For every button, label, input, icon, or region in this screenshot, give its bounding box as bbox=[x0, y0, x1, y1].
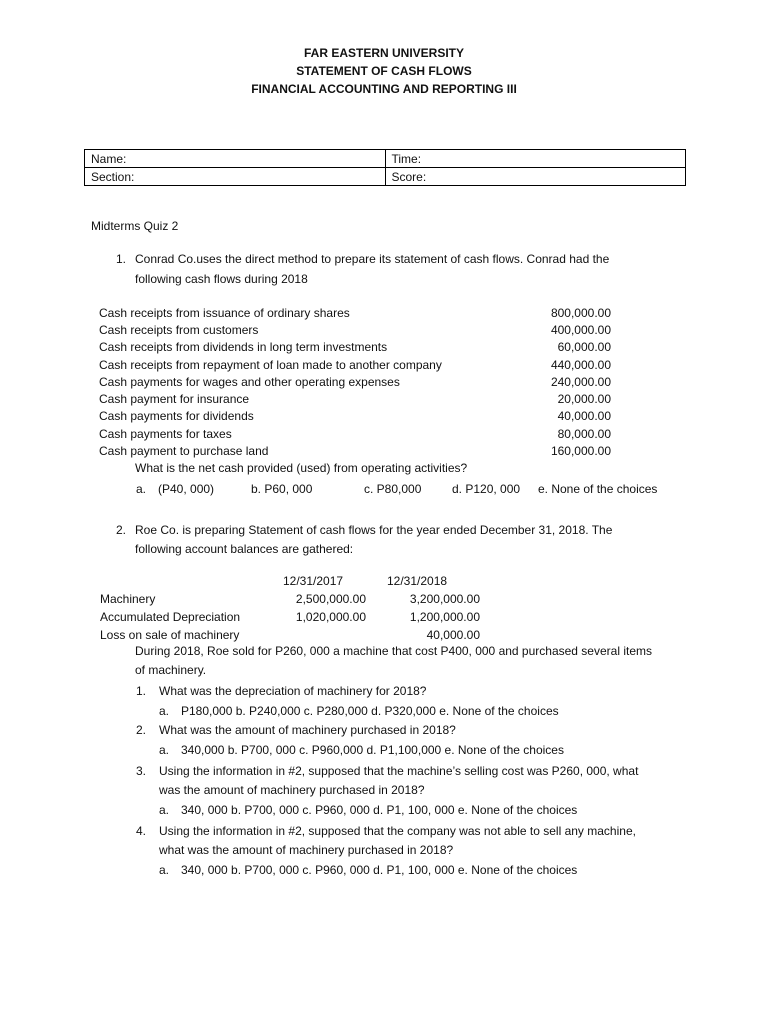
item-label: Cash payments for dividends bbox=[99, 409, 254, 423]
q1-question: What is the net cash provided (used) from operating activities? bbox=[135, 461, 468, 475]
document-header bbox=[0, 44, 768, 98]
q1-text-line2: following cash flows during 2018 bbox=[135, 272, 308, 286]
q2-text-line1: Roe Co. is preparing Statement of cash flows for the year ended December 31, 2018. The bbox=[135, 523, 613, 537]
list-item bbox=[99, 339, 611, 356]
student-info-table bbox=[84, 149, 686, 186]
list-item bbox=[99, 322, 611, 339]
subq-choices: 340,000 b. P700, 000 c. P960,000 d. P1,100,000 e. None of the choices bbox=[181, 743, 564, 757]
subq-choice-letter: a. bbox=[159, 803, 170, 817]
time-cell: Time: bbox=[385, 150, 686, 168]
subq-number: 3. bbox=[136, 764, 147, 778]
choice-a-letter: a. bbox=[136, 482, 147, 496]
q1-number: 1. bbox=[116, 252, 127, 266]
list-item bbox=[99, 443, 611, 460]
list-item bbox=[99, 357, 611, 374]
balance-2017: 2,500,000.00 bbox=[295, 592, 366, 606]
column-header-2017: 12/31/2017 bbox=[283, 574, 344, 588]
choice-b: b. P60, 000 bbox=[251, 482, 313, 496]
list-item bbox=[99, 374, 611, 391]
item-amount: 160,000.00 bbox=[550, 444, 611, 458]
table-row bbox=[100, 608, 480, 626]
list-item bbox=[99, 305, 611, 322]
item-label: Cash payment to purchase land bbox=[99, 444, 269, 458]
subq-number: 2. bbox=[136, 723, 147, 737]
subq-choice-letter: a. bbox=[159, 743, 170, 757]
subq-choice-letter: a. bbox=[159, 863, 170, 877]
course-title: FINANCIAL ACCOUNTING AND REPORTING III bbox=[251, 82, 517, 96]
table-row bbox=[100, 590, 480, 608]
item-label: Cash receipts from issuance of ordinary shares bbox=[99, 306, 350, 320]
item-label: Cash receipts from repayment of loan made to another company bbox=[99, 358, 442, 372]
q2-text-line2: following account balances are gathered: bbox=[135, 542, 354, 556]
university-name: FAR EASTERN UNIVERSITY bbox=[303, 46, 465, 60]
subq-choices: 340, 000 b. P700, 000 c. P960, 000 d. P1, 100, 000 e. None of the choices bbox=[181, 863, 578, 877]
q1-text-line1: Conrad Co.uses the direct method to prepare its statement of cash flows. Conrad had the bbox=[135, 252, 610, 266]
list-item bbox=[99, 408, 611, 425]
subq-text: Using the information in #2, supposed that the company was not able to sell any machine, bbox=[159, 824, 636, 838]
item-amount: 800,000.00 bbox=[550, 306, 611, 320]
balance-label: Loss on sale of machinery bbox=[100, 628, 240, 642]
item-amount: 440,000.00 bbox=[550, 358, 611, 372]
column-header-2018: 12/31/2018 bbox=[387, 574, 448, 588]
list-item bbox=[99, 426, 611, 443]
balance-2018: 1,200,000.00 bbox=[409, 610, 480, 624]
subq-text-line2: what was the amount of machinery purchased in 2018? bbox=[159, 843, 454, 857]
item-label: Cash receipts from customers bbox=[99, 323, 259, 337]
document-subject: STATEMENT OF CASH FLOWS bbox=[296, 64, 472, 78]
item-amount: 40,000.00 bbox=[557, 409, 611, 423]
subq-choice-letter: a. bbox=[159, 704, 170, 718]
item-label: Cash payments for wages and other operating expenses bbox=[99, 375, 400, 389]
q2-number: 2. bbox=[116, 523, 127, 537]
list-item bbox=[99, 391, 611, 408]
item-amount: 400,000.00 bbox=[550, 323, 611, 337]
choice-e: e. None of the choices bbox=[538, 482, 658, 496]
subq-text: What was the depreciation of machinery for 2018? bbox=[159, 684, 427, 698]
item-amount: 240,000.00 bbox=[550, 375, 611, 389]
balance-2017: 1,020,000.00 bbox=[295, 610, 366, 624]
subq-number: 1. bbox=[136, 684, 147, 698]
score-cell: Score: bbox=[385, 168, 686, 186]
item-label: Cash payment for insurance bbox=[99, 392, 250, 406]
balance-2018: 40,000.00 bbox=[426, 628, 480, 642]
item-amount: 20,000.00 bbox=[557, 392, 611, 406]
item-label: Cash payments for taxes bbox=[99, 427, 232, 441]
balance-label: Accumulated Depreciation bbox=[100, 610, 241, 624]
choice-d: d. P120, 000 bbox=[452, 482, 521, 496]
table-row bbox=[100, 626, 480, 644]
section-cell: Section: bbox=[85, 168, 386, 186]
choice-c: c. P80,000 bbox=[364, 482, 422, 496]
subq-choices: 340, 000 b. P700, 000 c. P960, 000 d. P1, 100, 000 e. None of the choices bbox=[181, 803, 578, 817]
item-label: Cash receipts from dividends in long term investments bbox=[99, 340, 388, 354]
item-amount: 60,000.00 bbox=[557, 340, 611, 354]
name-cell: Name: bbox=[85, 150, 386, 168]
subq-text: Using the information in #2, supposed that the machine’s selling cost was P260, 000, what bbox=[159, 764, 639, 778]
balance-label: Machinery bbox=[100, 592, 156, 606]
q2-narrative-line1: During 2018, Roe sold for P260, 000 a machine that cost P400, 000 and purchased several items bbox=[135, 644, 652, 658]
subq-text-line2: was the amount of machinery purchased in 2018? bbox=[159, 783, 425, 797]
item-amount: 80,000.00 bbox=[557, 427, 611, 441]
quiz-title: Midterms Quiz 2 bbox=[91, 219, 179, 233]
subq-choices: P180,000 b. P240,000 c. P280,000 d. P320,000 e. None of the choices bbox=[181, 704, 559, 718]
subq-number: 4. bbox=[136, 824, 147, 838]
balance-2018: 3,200,000.00 bbox=[409, 592, 480, 606]
q2-narrative-line2: of machinery. bbox=[135, 663, 207, 677]
subq-text: What was the amount of machinery purchased in 2018? bbox=[159, 723, 456, 737]
choice-a: (P40, 000) bbox=[158, 482, 215, 496]
